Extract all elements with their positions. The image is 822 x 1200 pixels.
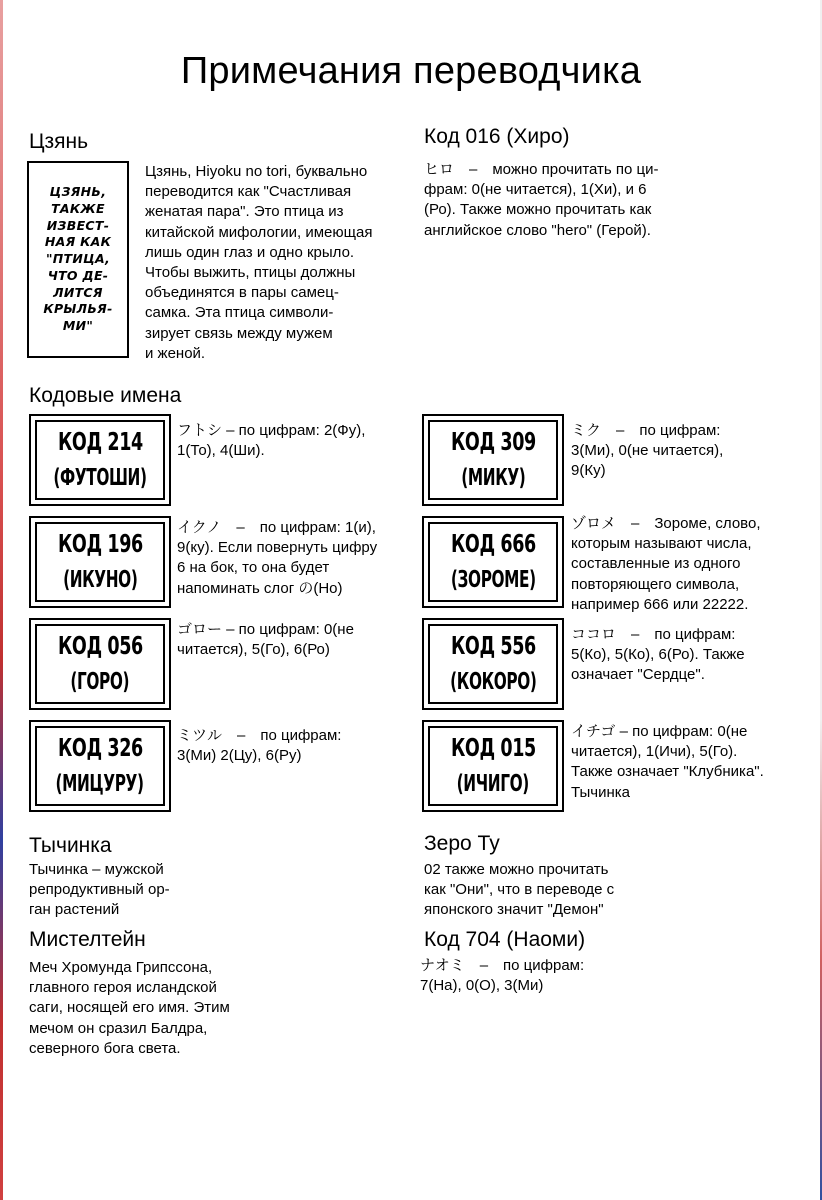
text-line: как "Они", что в переводе с bbox=[424, 881, 615, 899]
section-heading-code-names: Кодовые имена bbox=[29, 384, 182, 407]
tsyan-description bbox=[145, 162, 372, 364]
section-heading-mistletein: Мистелтейн bbox=[29, 928, 146, 951]
code-note-326 bbox=[177, 726, 341, 766]
text-line: объединятся в пары самец- bbox=[145, 284, 339, 302]
text-line: фрам: 0(не читается), 1(Хи), и 6 bbox=[424, 181, 647, 199]
section-heading-zero-two: Зеро Ту bbox=[424, 832, 500, 855]
text-line: (Ро). Также можно прочитать как bbox=[424, 201, 652, 219]
code-number: КОД 556 bbox=[450, 631, 536, 660]
code-name: (ГОРО) bbox=[70, 669, 130, 695]
code-name: (ИКУНО) bbox=[62, 567, 138, 593]
text-line: читается), 1(Ичи), 5(Го). bbox=[571, 743, 738, 761]
text-line: Чтобы выжить, птицы должны bbox=[145, 264, 356, 282]
text-line: 02 также можно прочитать bbox=[424, 861, 609, 878]
code-note-196 bbox=[177, 518, 377, 599]
text-line: 3(Ми), 0(не читается), bbox=[571, 442, 724, 460]
hiro-description bbox=[424, 160, 659, 241]
page-edge-left bbox=[0, 0, 3, 1200]
text-line: самка. Эта птица символи- bbox=[145, 304, 334, 322]
code-box-556 bbox=[422, 618, 564, 710]
text-line: репродуктивный ор- bbox=[29, 881, 170, 899]
tsyan-quote-panel bbox=[27, 161, 129, 358]
stamen-description bbox=[29, 860, 170, 921]
code-name: (ИЧИГО) bbox=[456, 771, 530, 797]
text-line: главного героя исландской bbox=[29, 979, 217, 997]
quote-line: ИЗВЕСТ- bbox=[46, 217, 110, 233]
text-line: означает "Сердце". bbox=[571, 666, 705, 684]
code-box-326 bbox=[29, 720, 171, 812]
text-line: зирует связь между мужем bbox=[145, 324, 333, 342]
code-number: КОД 056 bbox=[57, 631, 143, 660]
code-box-015 bbox=[422, 720, 564, 812]
text-line: 9(ку). Если повернуть цифру bbox=[177, 539, 378, 557]
code-note-015 bbox=[571, 722, 764, 803]
section-heading-stamen: Тычинка bbox=[29, 834, 112, 857]
code-number: КОД 214 bbox=[57, 427, 143, 456]
text-line: 5(Ко), 5(Ко), 6(Ро). Также bbox=[571, 646, 745, 664]
code-number: КОД 326 bbox=[57, 733, 143, 762]
code-name: (МИЦУРУ) bbox=[55, 771, 145, 797]
text-line: Тычинка – мужской bbox=[29, 861, 164, 878]
code-number: КОД 196 bbox=[57, 529, 143, 558]
text-line: ゴロー – по цифрам: 0(не bbox=[177, 621, 354, 638]
text-line: повторяющего символа, bbox=[571, 575, 740, 593]
text-line: саги, носящей его имя. Этим bbox=[29, 999, 230, 1017]
text-line: 3(Ми) 2(Цу), 6(Ру) bbox=[177, 747, 302, 765]
text-line: женатая пара". Это птица из bbox=[145, 203, 344, 221]
text-line: переводится как "Счастливая bbox=[145, 183, 352, 201]
page-title: Примечания переводчика bbox=[180, 50, 642, 92]
text-line: イチゴ – по цифрам: 0(не bbox=[571, 723, 748, 740]
code-name: (ЗОРОМЕ) bbox=[450, 567, 536, 593]
code-note-556 bbox=[571, 625, 745, 686]
section-heading-naomi: Код 704 (Наоми) bbox=[424, 928, 586, 951]
text-line: Цзянь, Hiyoku no tori, буквально bbox=[145, 163, 368, 180]
quote-line: ЧТО ДЕ- bbox=[47, 267, 109, 283]
text-line: ゾロメ – Зороме, слово, bbox=[571, 515, 761, 532]
text-line: 6 на бок, то она будет bbox=[177, 559, 330, 577]
text-line: читается), 5(Го), 6(Ро) bbox=[177, 641, 330, 659]
quote-line: "ПТИЦА, bbox=[45, 251, 111, 267]
text-line: ヒロ – можно прочитать по ци- bbox=[424, 161, 659, 178]
code-name: (КОКОРО) bbox=[449, 669, 537, 695]
code-name: (МИКУ) bbox=[460, 465, 526, 491]
text-line: 9(Ку) bbox=[571, 462, 606, 480]
mistletein-description bbox=[29, 958, 230, 1059]
text-line: ナオミ – по цифрам: bbox=[420, 957, 585, 974]
quote-line: ЦЗЯНЬ, bbox=[49, 183, 107, 199]
quote-line: КРЫЛЬЯ- bbox=[43, 301, 113, 317]
text-line: китайской мифологии, имеющая bbox=[145, 223, 373, 241]
text-line: ган растений bbox=[29, 901, 120, 919]
code-box-196 bbox=[29, 516, 171, 608]
code-name: (ФУТОШИ) bbox=[53, 465, 147, 491]
code-note-056 bbox=[177, 620, 354, 660]
code-number: КОД 309 bbox=[450, 427, 536, 456]
text-line: напоминать слог の(Но) bbox=[177, 579, 343, 597]
section-heading-tsyan: Цзянь bbox=[29, 130, 89, 153]
text-line: イクノ – по цифрам: 1(и), bbox=[177, 519, 376, 536]
text-line: и женой. bbox=[145, 344, 206, 362]
text-line: японского значит "Демон" bbox=[424, 901, 604, 919]
text-line: ミツル – по цифрам: bbox=[177, 727, 342, 744]
code-box-056 bbox=[29, 618, 171, 710]
text-line: Тычинка bbox=[571, 783, 630, 801]
zero-two-description bbox=[424, 860, 614, 921]
text-line: Меч Хромунда Грипссона, bbox=[29, 959, 213, 976]
text-line: которым называют числа, bbox=[571, 535, 752, 553]
code-number: КОД 666 bbox=[450, 529, 536, 558]
code-box-214 bbox=[29, 414, 171, 506]
code-note-309 bbox=[571, 421, 723, 482]
naomi-description bbox=[420, 956, 584, 996]
code-number: КОД 015 bbox=[450, 733, 536, 762]
text-line: например 666 или 22222. bbox=[571, 595, 749, 613]
quote-line: ЛИТСЯ bbox=[53, 284, 103, 300]
text-line: Также означает "Клубника". bbox=[571, 763, 764, 781]
text-line: мечом он сразил Балдра, bbox=[29, 1019, 208, 1037]
code-note-214 bbox=[177, 421, 365, 461]
text-line: северного бога света. bbox=[29, 1039, 181, 1057]
text-line: ミク – по цифрам: bbox=[571, 422, 721, 439]
code-box-309 bbox=[422, 414, 564, 506]
quote-line: ТАКЖЕ bbox=[51, 200, 105, 216]
quote-line: МИ" bbox=[62, 318, 94, 334]
text-line: лишь один глаз и одно крыло. bbox=[145, 243, 355, 261]
text-line: フトシ – по цифрам: 2(Фу), bbox=[177, 422, 366, 439]
section-heading-hiro: Код 016 (Хиро) bbox=[424, 125, 570, 148]
text-line: составленные из одного bbox=[571, 555, 741, 573]
text-line: 7(На), 0(О), 3(Ми) bbox=[420, 977, 544, 995]
code-note-666 bbox=[571, 514, 761, 615]
text-line: 1(То), 4(Ши). bbox=[177, 442, 265, 460]
code-box-666 bbox=[422, 516, 564, 608]
quote-line: НАЯ КАК bbox=[44, 234, 112, 250]
text-line: английское слово "hero" (Герой). bbox=[424, 221, 651, 239]
text-line: ココロ – по цифрам: bbox=[571, 626, 736, 643]
